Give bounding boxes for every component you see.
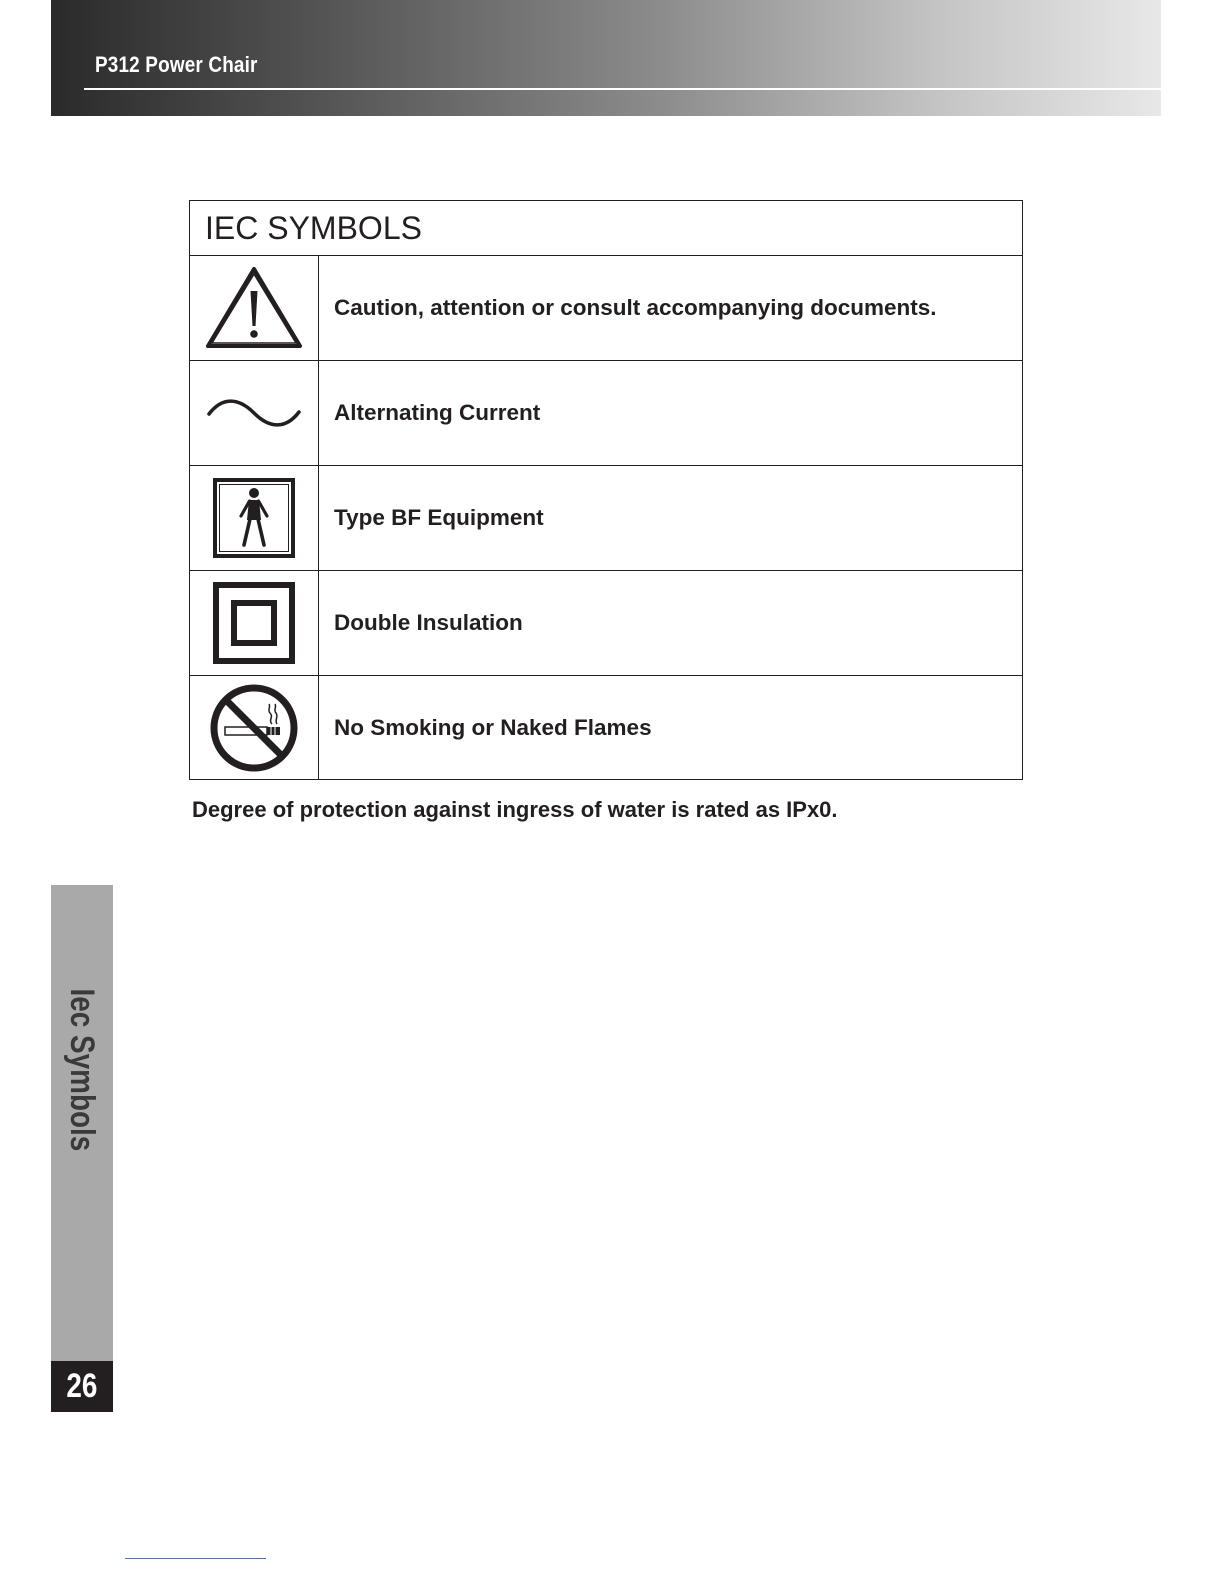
side-tab-label: Iec Symbols: [63, 988, 102, 1152]
symbol-row: [190, 676, 1022, 780]
water-protection-note: Degree of protection against ingress of water is rated as IPx0.: [192, 797, 838, 822]
symbol-cell: [190, 256, 319, 360]
iec-symbols-table: [189, 200, 1023, 780]
symbol-row: [190, 256, 1022, 361]
header-divider: [84, 88, 1161, 90]
symbol-cell: [190, 361, 319, 465]
side-tab-label-wrapper: [51, 885, 113, 1361]
symbol-row: [190, 571, 1022, 676]
type-bf-equipment-icon: [213, 478, 295, 558]
double-insulation-icon: [213, 582, 295, 664]
page-number: 26: [66, 1367, 98, 1405]
header-band: [51, 0, 1161, 116]
no-smoking-icon: [208, 682, 300, 774]
symbol-row: [190, 466, 1022, 571]
symbol-cell: [190, 676, 319, 780]
symbol-description: Double Insulation: [334, 610, 523, 635]
alternating-current-icon: [206, 393, 302, 433]
symbol-description: No Smoking or Naked Flames: [334, 715, 652, 740]
document-title: P312 Power Chair: [95, 52, 258, 77]
table-heading: IEC SYMBOLS: [190, 201, 1022, 256]
page-number-box: [51, 1361, 113, 1412]
section-side-tab: [51, 885, 113, 1361]
symbol-description: Alternating Current: [334, 400, 541, 425]
symbol-description: Caution, attention or consult accompanying documents.: [334, 295, 937, 320]
symbol-cell: [190, 466, 319, 570]
symbol-description: Type BF Equipment: [334, 505, 544, 530]
warning-triangle-icon: [204, 265, 304, 351]
symbol-cell: [190, 571, 319, 675]
symbol-row: [190, 361, 1022, 466]
footer-rule: [125, 1558, 266, 1559]
